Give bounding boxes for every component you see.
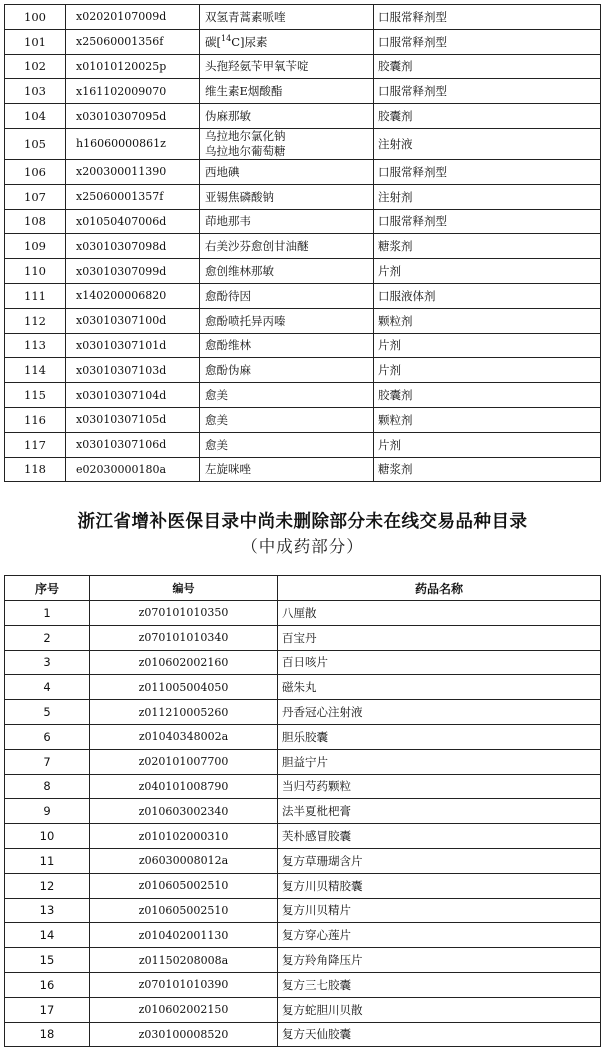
code-cell: z011210005260: [90, 700, 278, 725]
code-cell: x03010307105d: [66, 407, 200, 432]
table-row: [5, 333, 601, 358]
drug-name-cell: 复方蛇胆川贝散: [278, 997, 601, 1022]
code-cell: x02020107009d: [66, 5, 200, 30]
drug-name-cell: 愈酚喷托异丙嗪: [200, 308, 374, 333]
table-row: [5, 104, 601, 129]
drug-name-cell: 八厘散: [278, 601, 601, 626]
serial-cell: 101: [5, 29, 66, 54]
drug-name-prefix: 碳[: [205, 34, 221, 49]
serial-cell: 5: [5, 700, 90, 725]
code-cell: e02030000180a: [66, 457, 200, 482]
drug-name-cell: 西地碘: [200, 159, 374, 184]
serial-cell: 100: [5, 5, 66, 30]
table-row: [5, 774, 601, 799]
table-row: [5, 923, 601, 948]
drug-name-cell: 复方三七胶囊: [278, 972, 601, 997]
code-cell: x03010307106d: [66, 432, 200, 457]
serial-cell: 118: [5, 457, 66, 482]
table-row: [5, 799, 601, 824]
serial-cell: 10: [5, 824, 90, 849]
drug-name-cell: 愈美: [200, 432, 374, 457]
drug-name-cell: 百日咳片: [278, 650, 601, 675]
serial-cell: 14: [5, 923, 90, 948]
code-cell: z010603002340: [90, 799, 278, 824]
code-cell: x01050407006d: [66, 209, 200, 234]
drug-name-superscript: 14: [221, 33, 232, 43]
drug-name-cell: 左旋咪唑: [200, 457, 374, 482]
code-cell: z010605002510: [90, 898, 278, 923]
drug-table-tcm: [4, 575, 601, 1047]
table-row: [5, 1022, 601, 1047]
dosage-form-cell: 片剂: [374, 333, 601, 358]
dosage-form-cell: 注射液: [374, 128, 601, 159]
serial-cell: 7: [5, 749, 90, 774]
code-cell: x03010307101d: [66, 333, 200, 358]
table-row: [5, 948, 601, 973]
drug-name-cell: 当归芍药颗粒: [278, 774, 601, 799]
serial-cell: 11: [5, 848, 90, 873]
drug-name-cell: 愈酚待因: [200, 283, 374, 308]
code-cell: h16060000861z: [66, 128, 200, 159]
serial-cell: 116: [5, 407, 66, 432]
table-row: [5, 159, 601, 184]
section-title: 浙江省增补医保目录中尚未删除部分未在线交易品种目录: [77, 512, 528, 532]
drug-name-cell: 胆益宁片: [278, 749, 601, 774]
serial-cell: 9: [5, 799, 90, 824]
code-cell: x25060001357f: [66, 184, 200, 209]
drug-name-cell: [200, 128, 374, 159]
drug-name-cell: 愈酚伪麻: [200, 358, 374, 383]
code-cell: z010602002160: [90, 650, 278, 675]
dosage-form-cell: 口服常释剂型: [374, 79, 601, 104]
code-cell: x03010307095d: [66, 104, 200, 129]
table-row: [5, 873, 601, 898]
drug-name-line: 乌拉地尔葡萄糖: [205, 143, 286, 158]
dosage-form-cell: 颗粒剂: [374, 308, 601, 333]
drug-name-cell: 复方羚角降压片: [278, 948, 601, 973]
drug-table-western-body: [5, 5, 601, 482]
drug-name-cell: 头孢羟氨苄甲氧苄啶: [200, 54, 374, 79]
serial-cell: 103: [5, 79, 66, 104]
table-row: [5, 184, 601, 209]
table-row: [5, 259, 601, 284]
serial-cell: 4: [5, 675, 90, 700]
drug-name-cell: 愈创维林那敏: [200, 259, 374, 284]
drug-name-cell: 愈美: [200, 383, 374, 408]
serial-cell: 17: [5, 997, 90, 1022]
code-cell: x200300011390: [66, 159, 200, 184]
table-row: [5, 358, 601, 383]
serial-cell: 110: [5, 259, 66, 284]
code-cell: z070101010350: [90, 601, 278, 626]
dosage-form-cell: 胶囊剂: [374, 383, 601, 408]
serial-cell: 8: [5, 774, 90, 799]
table-row: [5, 308, 601, 333]
dosage-form-cell: 片剂: [374, 259, 601, 284]
table-row: [5, 383, 601, 408]
table-row: [5, 848, 601, 873]
code-cell: x25060001356f: [66, 29, 200, 54]
table-row: [5, 824, 601, 849]
code-cell: x140200006820: [66, 283, 200, 308]
drug-name-cell: 复方川贝精片: [278, 898, 601, 923]
dosage-form-cell: 糖浆剂: [374, 234, 601, 259]
code-cell: x03010307104d: [66, 383, 200, 408]
drug-name-cell: 维生素E烟酸酯: [200, 79, 374, 104]
drug-name-cell: 复方草珊瑚含片: [278, 848, 601, 873]
drug-name-cell: 百宝丹: [278, 625, 601, 650]
serial-cell: 1: [5, 601, 90, 626]
serial-cell: 108: [5, 209, 66, 234]
table-row: [5, 457, 601, 482]
table-row: [5, 749, 601, 774]
table-row: [5, 625, 601, 650]
serial-cell: 117: [5, 432, 66, 457]
dosage-form-cell: 片剂: [374, 432, 601, 457]
drug-name-cell: 复方天仙胶囊: [278, 1022, 601, 1047]
table-row: [5, 128, 601, 159]
serial-cell: 106: [5, 159, 66, 184]
code-cell: z011005004050: [90, 675, 278, 700]
serial-cell: 114: [5, 358, 66, 383]
dosage-form-cell: 片剂: [374, 358, 601, 383]
serial-cell: 16: [5, 972, 90, 997]
drug-name-cell: 愈美: [200, 407, 374, 432]
table-row: [5, 432, 601, 457]
code-cell: z06030008012a: [90, 848, 278, 873]
serial-cell: 6: [5, 724, 90, 749]
table-row: [5, 5, 601, 30]
dosage-form-cell: 糖浆剂: [374, 457, 601, 482]
code-cell: z010602002150: [90, 997, 278, 1022]
drug-name-line: 乌拉地尔氯化钠: [205, 128, 286, 143]
serial-cell: 112: [5, 308, 66, 333]
dosage-form-cell: 口服常释剂型: [374, 5, 601, 30]
serial-cell: 12: [5, 873, 90, 898]
drug-table-tcm-header: [5, 576, 601, 601]
serial-cell: 18: [5, 1022, 90, 1047]
table-row: [5, 283, 601, 308]
serial-cell: 115: [5, 383, 66, 408]
code-cell: z020101007700: [90, 749, 278, 774]
dosage-form-cell: 注射剂: [374, 184, 601, 209]
code-cell: x161102009070: [66, 79, 200, 104]
serial-cell: 107: [5, 184, 66, 209]
code-cell: x03010307098d: [66, 234, 200, 259]
serial-cell: 113: [5, 333, 66, 358]
table-row: [5, 700, 601, 725]
drug-name-suffix: C]尿素: [231, 34, 268, 49]
table-row: [5, 79, 601, 104]
code-cell: z01150208008a: [90, 948, 278, 973]
code-cell: x01010120025p: [66, 54, 200, 79]
table-row: [5, 234, 601, 259]
table-row: [5, 601, 601, 626]
code-cell: x03010307100d: [66, 308, 200, 333]
drug-name-cell: 茚地那韦: [200, 209, 374, 234]
drug-name-cell: 磁朱丸: [278, 675, 601, 700]
serial-cell: 102: [5, 54, 66, 79]
drug-name-cell: 复方川贝精胶囊: [278, 873, 601, 898]
table-row: [5, 997, 601, 1022]
header-drug-name: 药品名称: [278, 576, 601, 601]
code-cell: z010402001130: [90, 923, 278, 948]
drug-name-cell: 愈酚维林: [200, 333, 374, 358]
table-row: [5, 898, 601, 923]
table-row: [5, 209, 601, 234]
drug-name-cell: 胆乐胶囊: [278, 724, 601, 749]
code-cell: z040101008790: [90, 774, 278, 799]
drug-name-cell: 伪麻那敏: [200, 104, 374, 129]
table-row: [5, 675, 601, 700]
serial-cell: 2: [5, 625, 90, 650]
code-cell: z010102000310: [90, 824, 278, 849]
table-row: [5, 407, 601, 432]
header-row: [5, 576, 601, 601]
drug-name-cell: [200, 29, 374, 54]
section-subtitle: （中成药部分）: [241, 537, 364, 556]
drug-name-cell: 双氢青蒿素哌喹: [200, 5, 374, 30]
serial-cell: 105: [5, 128, 66, 159]
serial-cell: 3: [5, 650, 90, 675]
dosage-form-cell: 口服常释剂型: [374, 159, 601, 184]
code-cell: z070101010390: [90, 972, 278, 997]
serial-cell: 109: [5, 234, 66, 259]
dosage-form-cell: 颗粒剂: [374, 407, 601, 432]
code-cell: z010605002510: [90, 873, 278, 898]
drug-name-cell: 右美沙芬愈创甘油醚: [200, 234, 374, 259]
header-serial: 序号: [5, 576, 90, 601]
dosage-form-cell: 胶囊剂: [374, 104, 601, 129]
table-row: [5, 972, 601, 997]
table-row: [5, 650, 601, 675]
serial-cell: 111: [5, 283, 66, 308]
table-row: [5, 724, 601, 749]
drug-name-cell: 复方穿心莲片: [278, 923, 601, 948]
table-row: [5, 54, 601, 79]
code-cell: x03010307103d: [66, 358, 200, 383]
dosage-form-cell: 口服常释剂型: [374, 209, 601, 234]
drug-name-cell: 丹香冠心注射液: [278, 700, 601, 725]
code-cell: z030100008520: [90, 1022, 278, 1047]
code-cell: x03010307099d: [66, 259, 200, 284]
code-cell: z01040348002a: [90, 724, 278, 749]
drug-name-cell: 法半夏枇杷膏: [278, 799, 601, 824]
serial-cell: 13: [5, 898, 90, 923]
drug-table-tcm-body: [5, 601, 601, 1047]
drug-table-western: [4, 4, 601, 482]
header-code: 编号: [90, 576, 278, 601]
dosage-form-cell: 口服常释剂型: [374, 29, 601, 54]
dosage-form-cell: 胶囊剂: [374, 54, 601, 79]
serial-cell: 104: [5, 104, 66, 129]
dosage-form-cell: 口服液体剂: [374, 283, 601, 308]
code-cell: z070101010340: [90, 625, 278, 650]
drug-name-cell: 芙朴感冒胶囊: [278, 824, 601, 849]
serial-cell: 15: [5, 948, 90, 973]
drug-name-cell: 亚锡焦磷酸钠: [200, 184, 374, 209]
table-row: [5, 29, 601, 54]
